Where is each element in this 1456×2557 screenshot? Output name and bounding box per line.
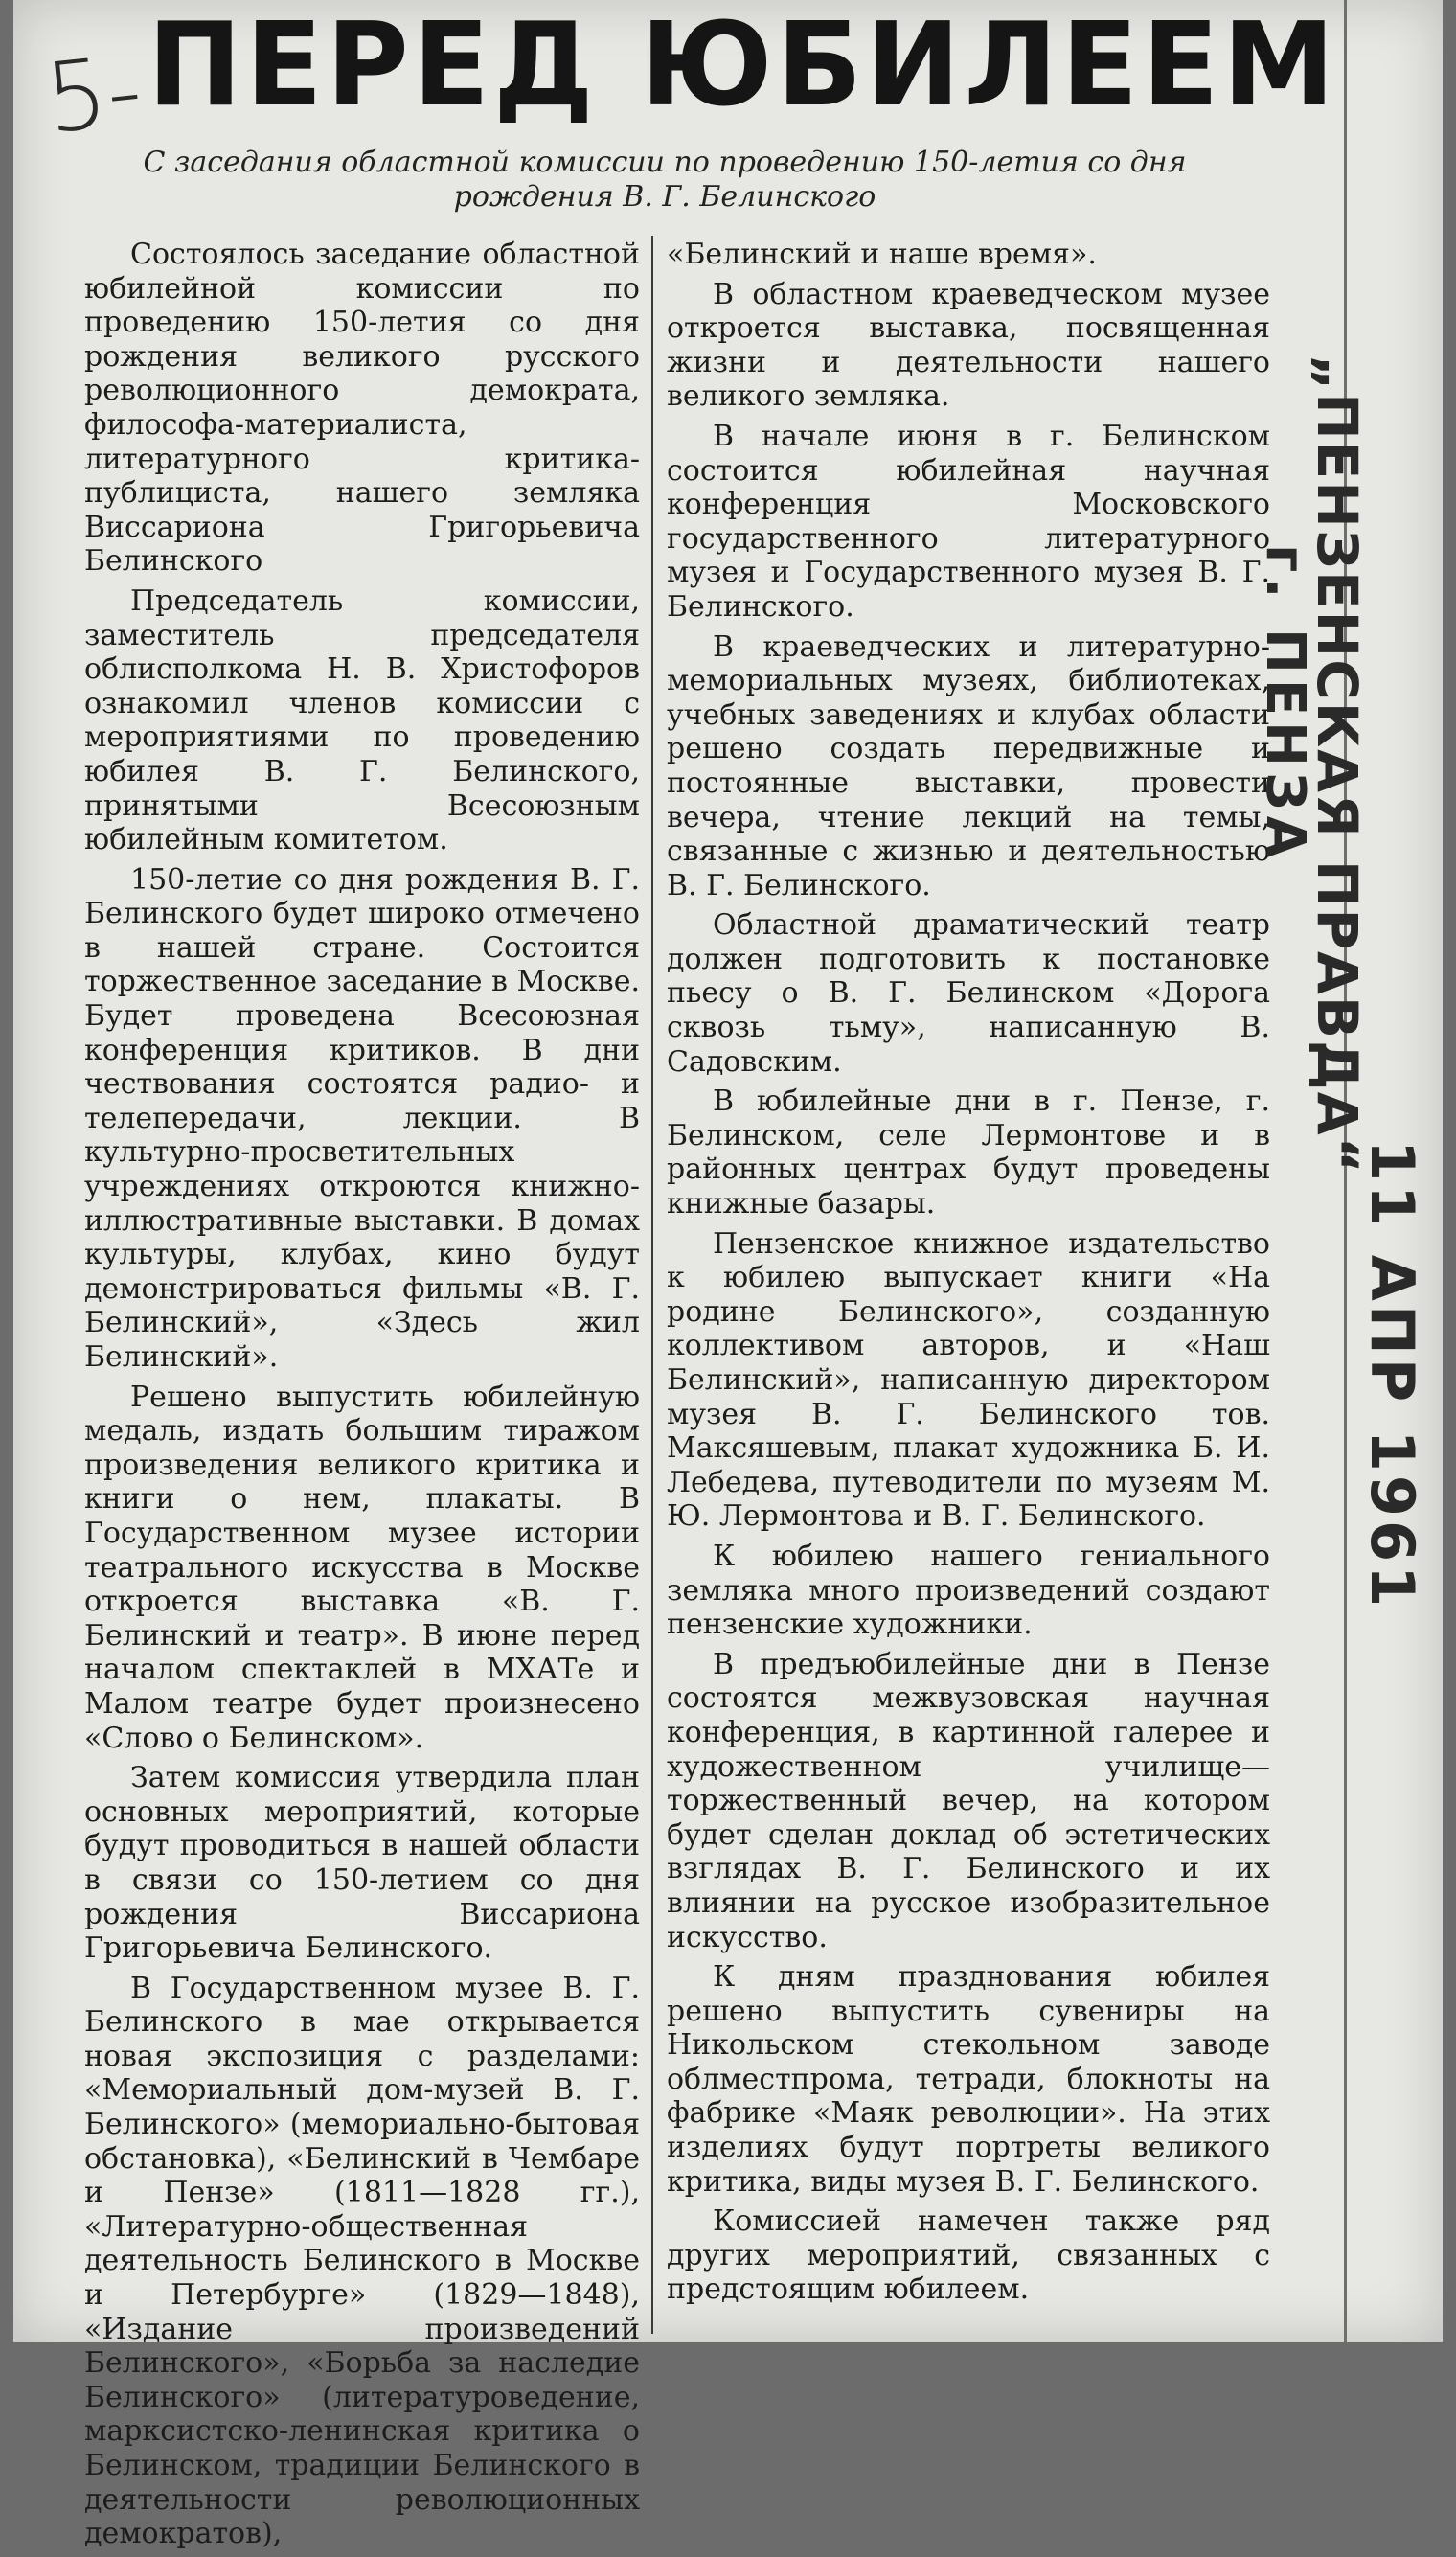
paragraph: Комиссией намечен также ряд других мероприятий, связанных с предстоящим юбилеем. [667,2204,1270,2307]
paragraph: В предъюбилейные дни в Пензе состоятся межвузовская научная конференция, в картинной галерее и художественном училище—торжественный вечер, на котором будет сделан доклад об эстетических взглядах В. Г. Белинского и их влиянии на русское изобразительное искусство. [667,1647,1270,1954]
handwritten-page-number: 5- [40,34,148,155]
paragraph: К дням празднования юбилея решено выпустить сувениры на Никольском стекольном заводе облместпрома, тетради, блокноты на фабрике «Маяк революции». На этих изделиях будут портреты великого критика, виды музея В. Г. Белинского. [667,1960,1270,2199]
paragraph: Пензенское книжное издательство к юбилею выпускает книги «На родине Белинского», созданную коллективом авторов, и «Наш Белинский», написанную директором музея В. Г. Белинского тов. Максяшевым, плакат художника Б. И. Лебедева, путеводители по музеям М. Ю. Лермонтова и В. Г. Белинского. [667,1226,1270,1534]
paragraph: В областном краеведческом музее откроется выставка, посвященная жизни и деятельности нашего великого земляка. [667,277,1270,414]
column-divider [651,236,653,2334]
article-subtitle: С заседания областной комиссии по проведению 150-летия со дня рождения В. Г. Белинского [143,146,1187,214]
paragraph: Председатель комиссии, заместитель председателя облисполкома Н. В. Христофоров ознакомил членов комиссии с мероприятиями по проведению юбилея В. Г. Белинского, принятыми Всесоюзным юбилейным комитетом. [84,583,640,857]
newspaper-name-stamp: „ПЕНЗЕНСКАЯ ПРАВДА“ [1305,354,1370,1176]
article-left-column [84,238,640,2557]
article-right-column [667,238,1270,2313]
newspaper-clipping [13,0,1443,2551]
paragraph: 150-летие со дня рождения В. Г. Белинского будет широко отмечено в нашей стране. Состоится торжественное заседание в Москве. Будет проведена Всесоюзная конференция критиков. В дни чествования состоятся радио- и телепередачи, лекции. В культурно-просветительных учреждениях откроются книжно-иллюстративные выставки. В домах культуры, клубах, кино будут демонстрироваться фильмы «В. Г. Белинский», «Здесь жил Белинский». [84,862,640,1374]
paragraph: К юбилею нашего гениального земляка много произведений создают пензенские художники. [667,1539,1270,1642]
paragraph: Областной драматический театр должен подготовить к постановке пьесу о В. Г. Белинском «Дорога сквозь тьму», написанную В. Садовским. [667,908,1270,1079]
paragraph: В краеведческих и литературно-мемориальных музеях, библиотеках, учебных заведениях и клубах области решено создать передвижные и постоянные выставки, провести вечера, чтение лекций на темы, связанные с жизнью и деятельностью В. Г. Белинского. [667,629,1270,902]
paragraph: В Государственном музее В. Г. Белинского в мае открывается новая экспозиция с разделами: «Мемориальный дом-музей В. Г. Белинского» (мемориально-бытовая обстановка), «Белинский в Чембаре и Пензе» (1811—1828 гг.), «Литературно-общественная деятельность Белинского в Москве и Петербурге» (1829—1848), «Издание произведений Белинского», «Борьба за наследие Белинского» (литературоведение, марксистско-ленинская критика о Белинском, традиции Белинского в деятельности революционных демократов), [84,1971,640,2551]
paragraph: В начале июня в г. Белинском состоится юбилейная научная конференция Московского государственного литературного музея и Государственного музея В. Г. Белинского. [667,419,1270,624]
paragraph: Состоялось заседание областной юбилейной комиссии по проведению 150-летия со дня рождения великого русского революционного демократа, философа-материалиста, литературного критика-публициста, нашего земляка Виссариона Григорьевича Белинского [84,238,640,579]
paragraph: Затем комиссия утвердила план основных мероприятий, которые будут проводиться в нашей области в связи со 150-летием со дня рождения Виссариона Григорьевича Белинского. [84,1761,640,1966]
paragraph: Решено выпустить юбилейную медаль, издать большим тиражом произведения великого критика и книги о нем, плакаты. В Государственном музее истории театрального искусства в Москве откроется выставка «В. Г. Белинский и театр». В июне перед началом спектаклей в МХАТе и Малом театре будет произнесено «Слово о Белинском». [84,1380,640,1755]
city-stamp: г. ПЕНЗА [1254,544,1316,864]
paragraph: В юбилейные дни в г. Пензе, г. Белинском, селе Лермонтове и в районных центрах будут проведены книжные базары. [667,1084,1270,1221]
date-stamp: 11 АПР 1961 [1357,1140,1427,1611]
article-headline: ПЕРЕД ЮБИЛЕЕМ [148,0,1339,132]
paragraph: «Белинский и наше время». [667,238,1097,271]
